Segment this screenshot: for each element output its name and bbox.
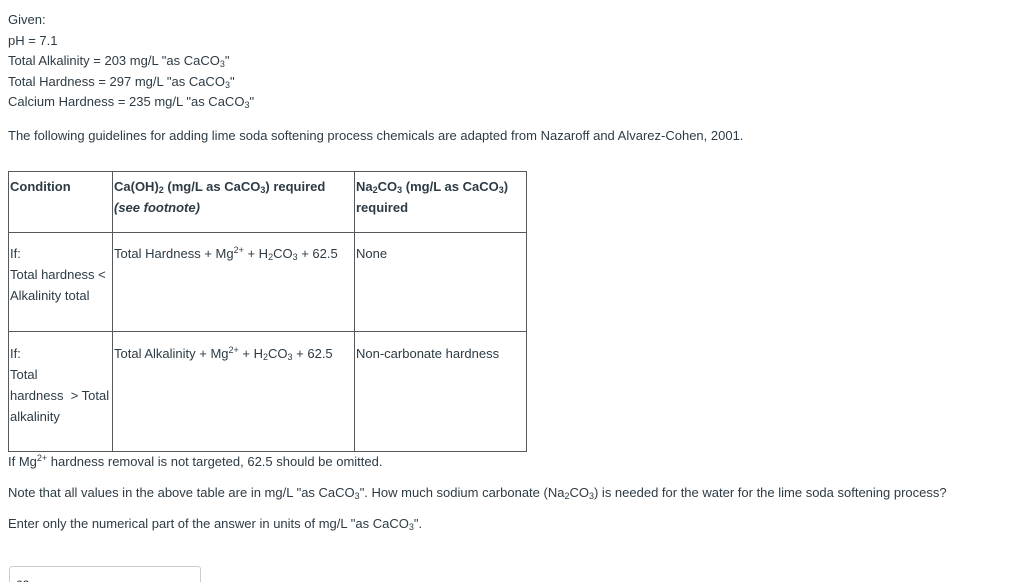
given-total-hardness: Total Hardness = 297 mg/L "as CaCO$_3$" <box>8 73 235 90</box>
given-total-alkalinity: Total Alkalinity = 203 mg/L "as CaCO$_3$" <box>8 53 230 69</box>
given-heading: Given: <box>8 12 46 27</box>
condition-cell: If: Total hardness > Total alkalinity <box>9 332 113 452</box>
intro-text: The following guidelines for adding lime soda softening process chemicals are adapted from Nazaroff and Alvarez-Cohen, 2001. <box>8 127 744 143</box>
footnote-text: If $Mg^{2+}$ hardness removal is not targeted, 62.5 should be omitted. <box>8 453 383 469</box>
given-calcium-hardness: Calcium Hardness = 235 mg/L "as CaCO$_3$" <box>8 94 255 110</box>
question-content <box>8 8 1014 532</box>
header-condition: Condition <box>9 172 113 233</box>
lime-cell: Total Alkalinity + $Mg^{2+} + H_2CO_3 + 62.5$ <box>113 332 355 452</box>
soda-cell: None <box>355 233 527 332</box>
table-row <box>9 332 527 452</box>
guidelines-table <box>8 171 527 452</box>
header-lime: $Ca(OH)_2$ (mg/L as CaCO$_3$) required (see footnote) <box>113 172 355 233</box>
instruction-text: Enter only the numerical part of the answer in units of mg/L "as CaCO$_3$". <box>8 516 423 532</box>
header-soda: $Na_2CO_3$ (mg/L as CaCO$_3$) required <box>355 172 527 233</box>
given-ph: pH = 7.1 <box>8 32 58 48</box>
table-row <box>9 233 527 332</box>
answer-input[interactable] <box>9 566 201 582</box>
question-text: Note that all values in the above table are in mg/L "as CaCO$_3$". How much sodium carbonate $(Na_2CO_3)$ is needed for the water for the lime soda softening process? <box>8 485 947 501</box>
table-header-row <box>9 172 527 233</box>
lime-cell: Total Hardness + $Mg^{2+} + H_2CO_3 + 62.5$ <box>113 233 355 332</box>
condition-cell: If: Total hardness < Alkalinity total <box>9 233 113 332</box>
soda-cell: Non-carbonate hardness <box>355 332 527 452</box>
